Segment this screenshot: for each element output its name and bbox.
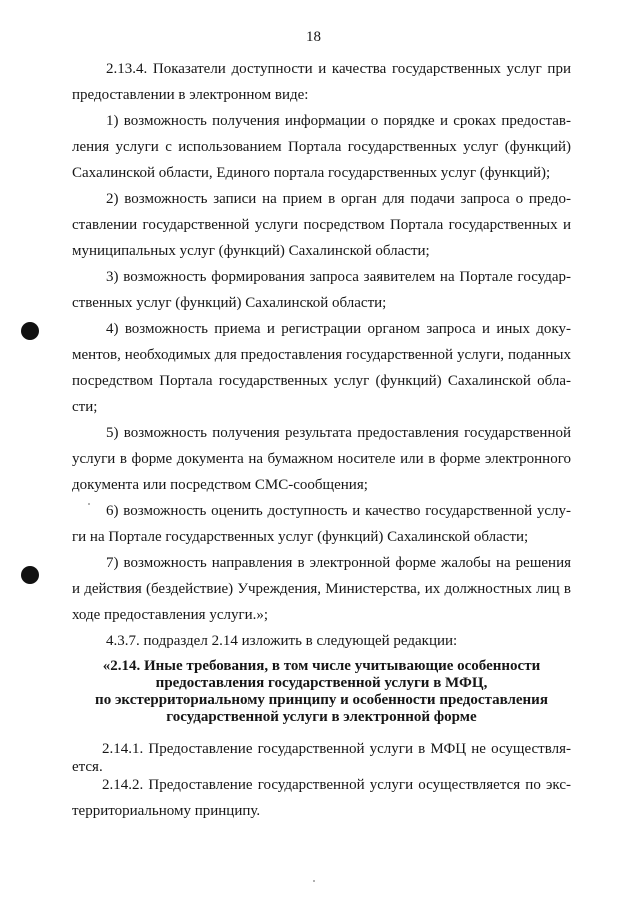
punch-hole-mark [21, 566, 39, 584]
paragraph-line: ментов, необходимых для предоставления государственной услуги, поданных [72, 347, 571, 363]
paragraph-line: 2.14.1. Предоставление государственной услуги в МФЦ не осуществля- [102, 741, 571, 757]
paragraph-line: документа или посредством СМС-сообщения; [72, 477, 368, 493]
paragraph-line: 4) возможность приема и регистрации органом запроса и иных доку- [106, 321, 571, 337]
section-heading-line: предоставления государственной услуги в МФЦ, [155, 675, 488, 691]
paragraph-line: территориальному принципу. [72, 803, 261, 819]
paragraph-line: ления услуги с использованием Портала государственных услуг (функций) [72, 139, 571, 155]
paragraph-line: ходе предоставления услуги.»; [72, 607, 269, 623]
paragraph-line: и действия (бездействие) Учреждения, Министерства, их должностных лиц в [72, 581, 571, 597]
section-heading-line: государственной услуги в электронной форме [166, 709, 477, 725]
paragraph-line: ги на Портале государственных услуг (функций) Сахалинской области; [72, 529, 529, 545]
paragraph-line: 2) возможность записи на прием в орган для подачи запроса о предо- [106, 191, 571, 207]
paragraph-line: услуги в форме документа на бумажном носителе или в форме электронного [72, 451, 571, 467]
scan-speck [88, 503, 90, 505]
paragraph-line: 2.13.4. Показатели доступности и качества государственных услуг при [106, 61, 571, 77]
section-heading-line: «2.14. Иные требования, в том числе учитывающие особенности [102, 658, 541, 674]
paragraph-line: 5) возможность получения результата предоставления государственной [106, 425, 571, 441]
section-heading-line: по экстерриториальному принципу и особенности предоставления [95, 692, 548, 708]
paragraph-line: ется. [72, 759, 103, 775]
paragraph-line: 3) возможность формирования запроса заявителем на Портале государ- [106, 269, 571, 285]
paragraph-line: посредством Портала государственных услуг (функций) Сахалинской обла- [72, 373, 571, 389]
paragraph-line: 1) возможность получения информации о порядке и сроках предостав- [106, 113, 571, 129]
scan-speck [313, 880, 315, 882]
paragraph-line: 6) возможность оценить доступность и качество государственной услу- [106, 503, 571, 519]
paragraph-line: 7) возможность направления в электронной форме жалобы на решения [106, 555, 571, 571]
punch-hole-mark [21, 322, 39, 340]
paragraph-line: 4.3.7. подраздел 2.14 изложить в следующей редакции: [106, 633, 458, 649]
paragraph-line: Сахалинской области, Единого портала государственных услуг (функций); [72, 165, 551, 181]
paragraph-line: ставлении государственной услуги посредством Портала государственных и [72, 217, 571, 233]
page-number: 18 [306, 29, 321, 45]
paragraph-line: муниципальных услуг (функций) Сахалинской области; [72, 243, 430, 259]
paragraph-line: сти; [72, 399, 98, 415]
paragraph-line: предоставлении в электронном виде: [72, 87, 309, 103]
paragraph-line: ственных услуг (функций) Сахалинской области; [72, 295, 387, 311]
paragraph-line: 2.14.2. Предоставление государственной услуги осуществляется по экс- [102, 777, 571, 793]
